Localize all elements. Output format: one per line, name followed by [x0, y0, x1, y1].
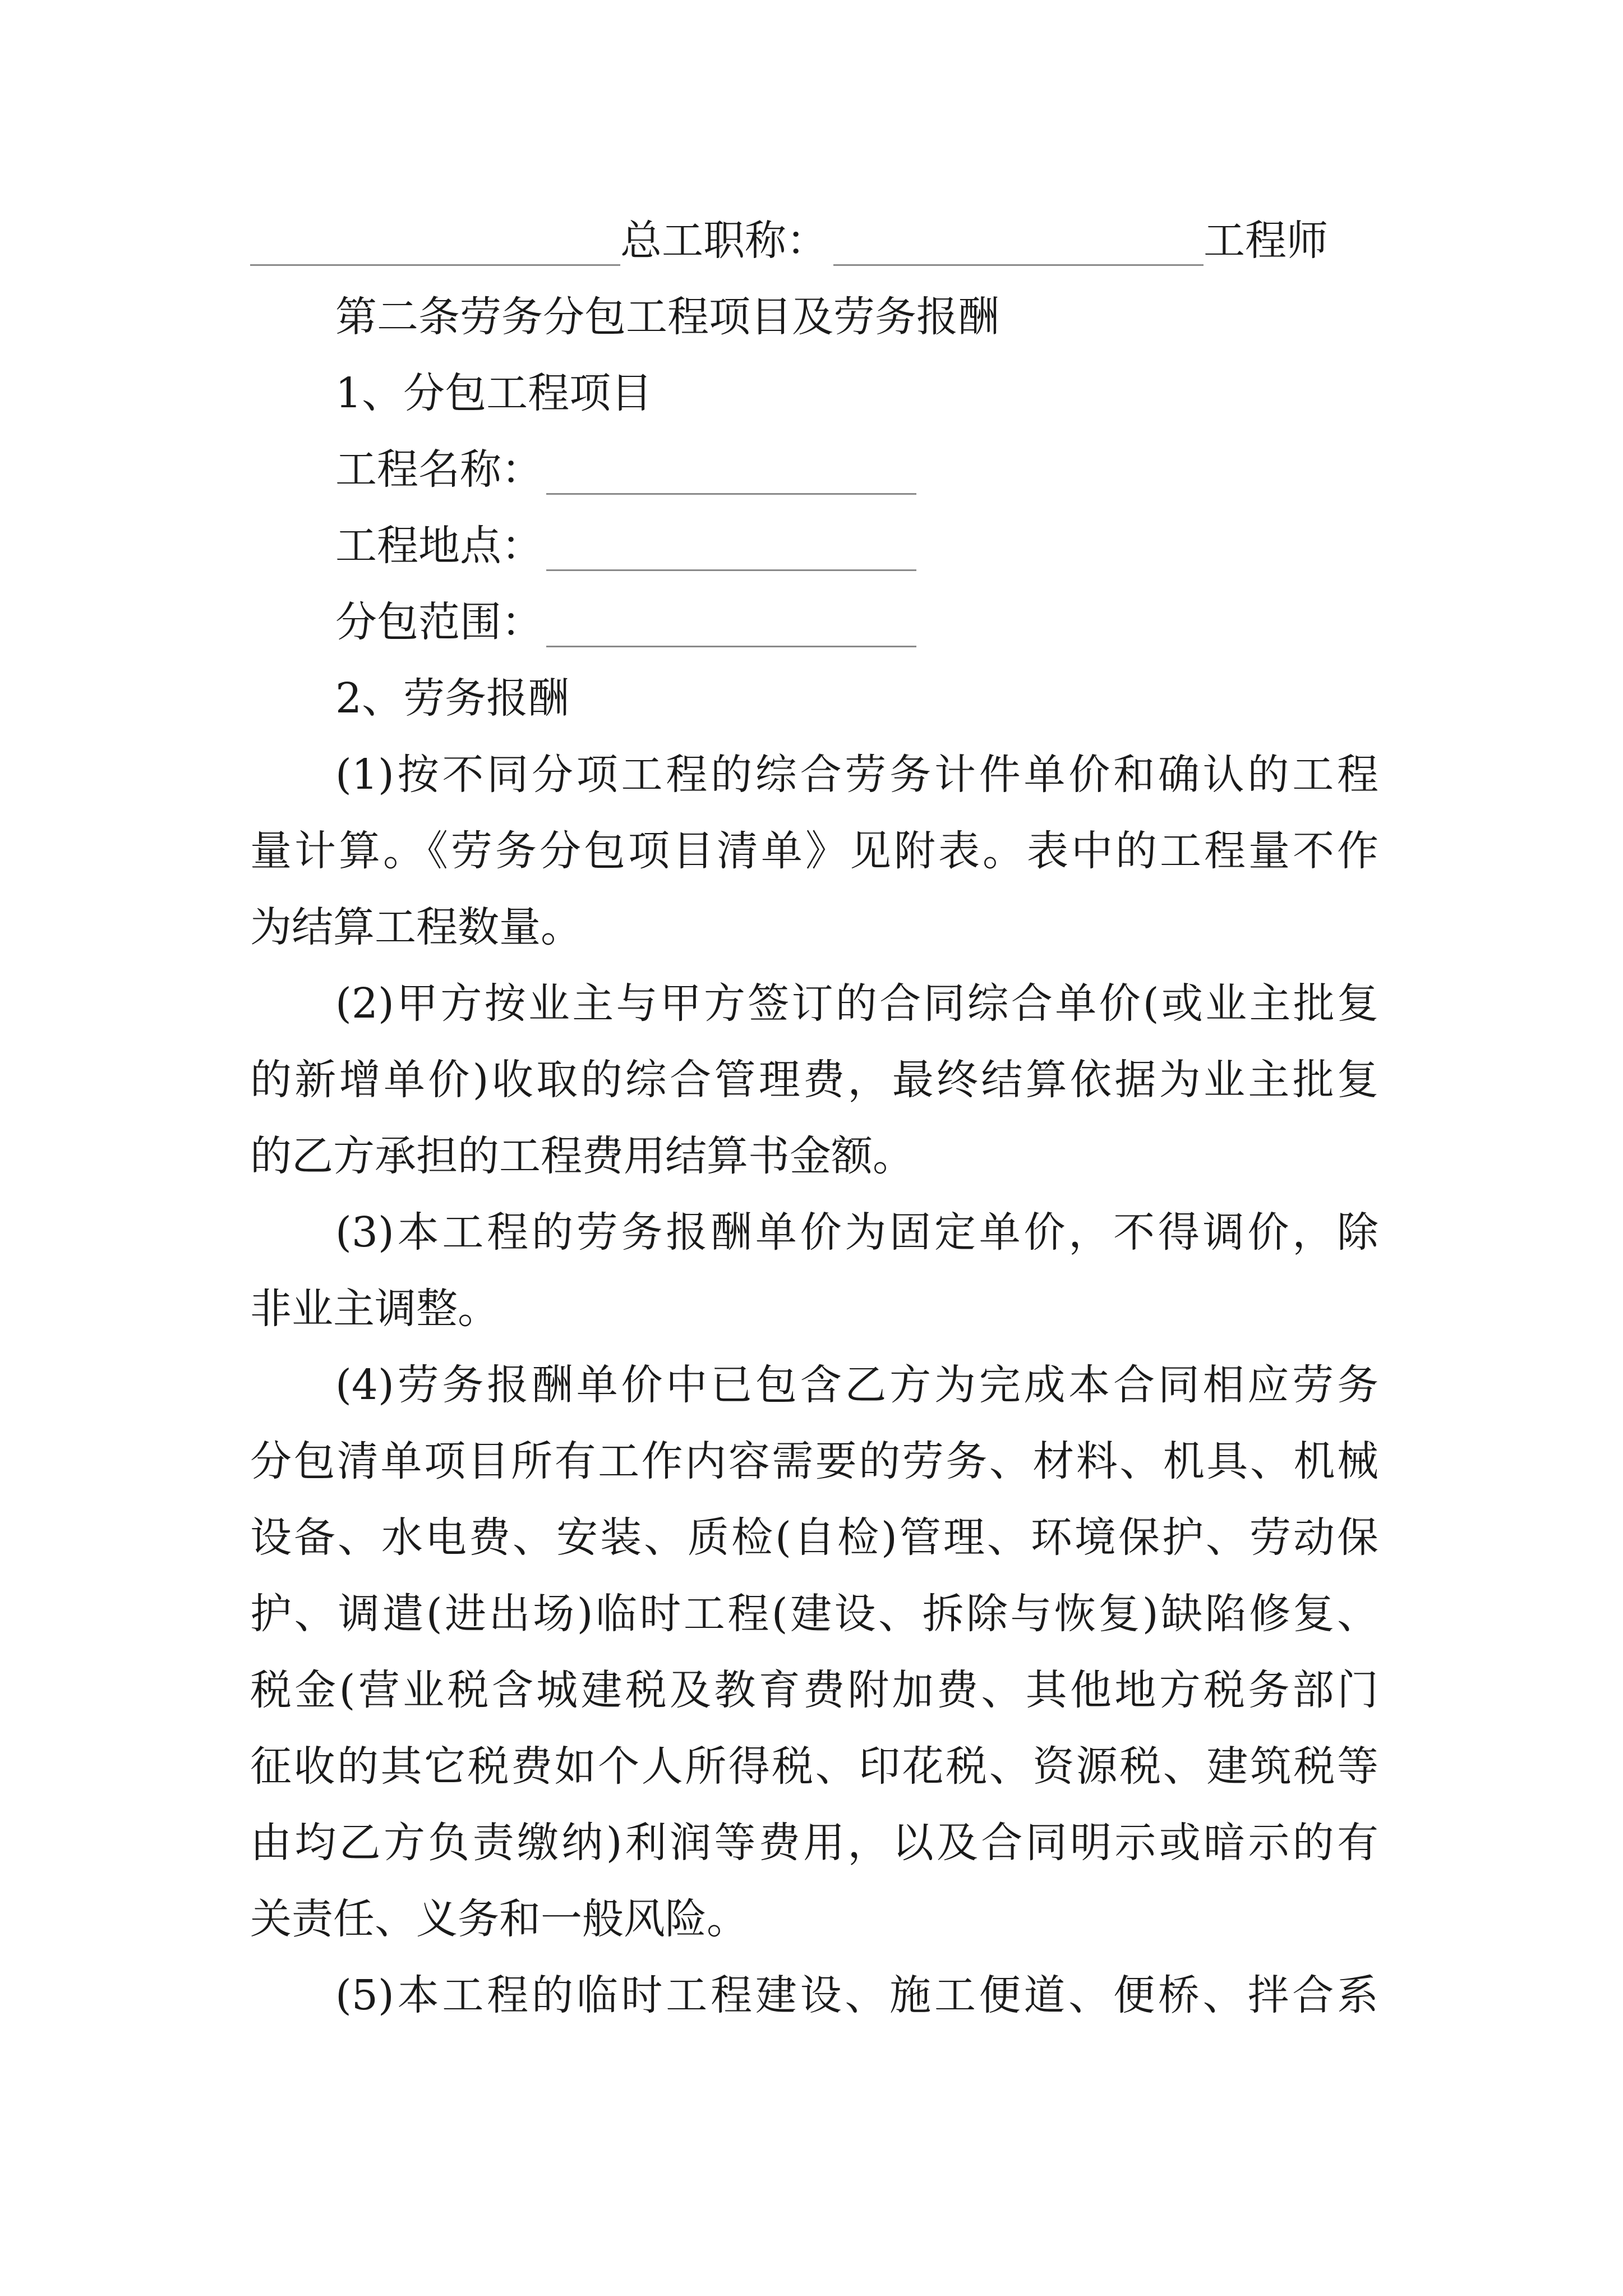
- paragraph-line: 征收的其它税费如个人所得税、印花税、资源税、建筑税等: [250, 1742, 1378, 1791]
- paragraph-line: 设备、水电费、安装、质检(自检)管理、环境保护、劳动保: [250, 1513, 1378, 1562]
- article-title: 第二条劳务分包工程项目及劳务报酬: [335, 293, 999, 341]
- paragraph-line: 关责任、义务和一般风险。: [250, 1895, 748, 1943]
- engineer-label: 工程师: [1204, 217, 1328, 265]
- section1-heading: 1、分包工程项目: [335, 369, 653, 417]
- title-blank: [833, 227, 1204, 266]
- section2-heading: 2、劳务报酬: [335, 674, 570, 723]
- project-location-label: 工程地点：: [335, 522, 543, 570]
- paragraph-line: (4)劳务报酬单价中已包含乙方为完成本合同相应劳务: [335, 1361, 1378, 1409]
- subcontract-scope-field: [335, 597, 916, 647]
- paragraph-line: 由均乙方负责缴纳)利润等费用，以及合同明示或暗示的有: [250, 1819, 1378, 1867]
- paragraph-line: (2)甲方按业主与甲方签订的合同综合单价(或业主批复: [335, 979, 1378, 1028]
- project-name-field: [335, 444, 916, 495]
- name-blank: [250, 227, 620, 266]
- project-location-blank: [546, 532, 916, 571]
- paragraph-line: 护、调遣(进出场)临时工程(建设、拆除与恢复)缺陷修复、: [250, 1590, 1378, 1638]
- paragraph-line: 的新增单价)收取的综合管理费，最终结算依据为业主批复: [250, 1056, 1378, 1104]
- paragraph-line: 量计算。《劳务分包项目清单》见附表。表中的工程量不作: [250, 827, 1378, 875]
- paragraph-line: (1)按不同分项工程的综合劳务计件单价和确认的工程: [335, 751, 1378, 799]
- paragraph-line: (3)本工程的劳务报酬单价为固定单价，不得调价，除: [335, 1208, 1378, 1257]
- project-location-field: [335, 521, 916, 571]
- paragraph-line: (5)本工程的临时工程建设、施工便道、便桥、拌合系: [335, 1971, 1378, 2019]
- paragraph-line: 的乙方承担的工程费用结算书金额。: [250, 1132, 914, 1180]
- project-name-blank: [546, 456, 916, 495]
- project-name-label: 工程名称：: [335, 445, 543, 494]
- paragraph-line: 非业主调整。: [250, 1285, 499, 1333]
- chief-engineer-title-label: 总工职称：: [620, 217, 828, 265]
- subcontract-scope-blank: [546, 609, 916, 647]
- paragraph-line: 分包清单项目所有工作内容需要的劳务、材料、机具、机械: [250, 1437, 1378, 1485]
- paragraph-line: 税金(营业税含城建税及教育费附加费、其他地方税务部门: [250, 1666, 1378, 1714]
- paragraph-line: 为结算工程数量。: [250, 903, 582, 951]
- subcontract-scope-label: 分包范围：: [335, 598, 543, 646]
- header-line: [250, 215, 1328, 266]
